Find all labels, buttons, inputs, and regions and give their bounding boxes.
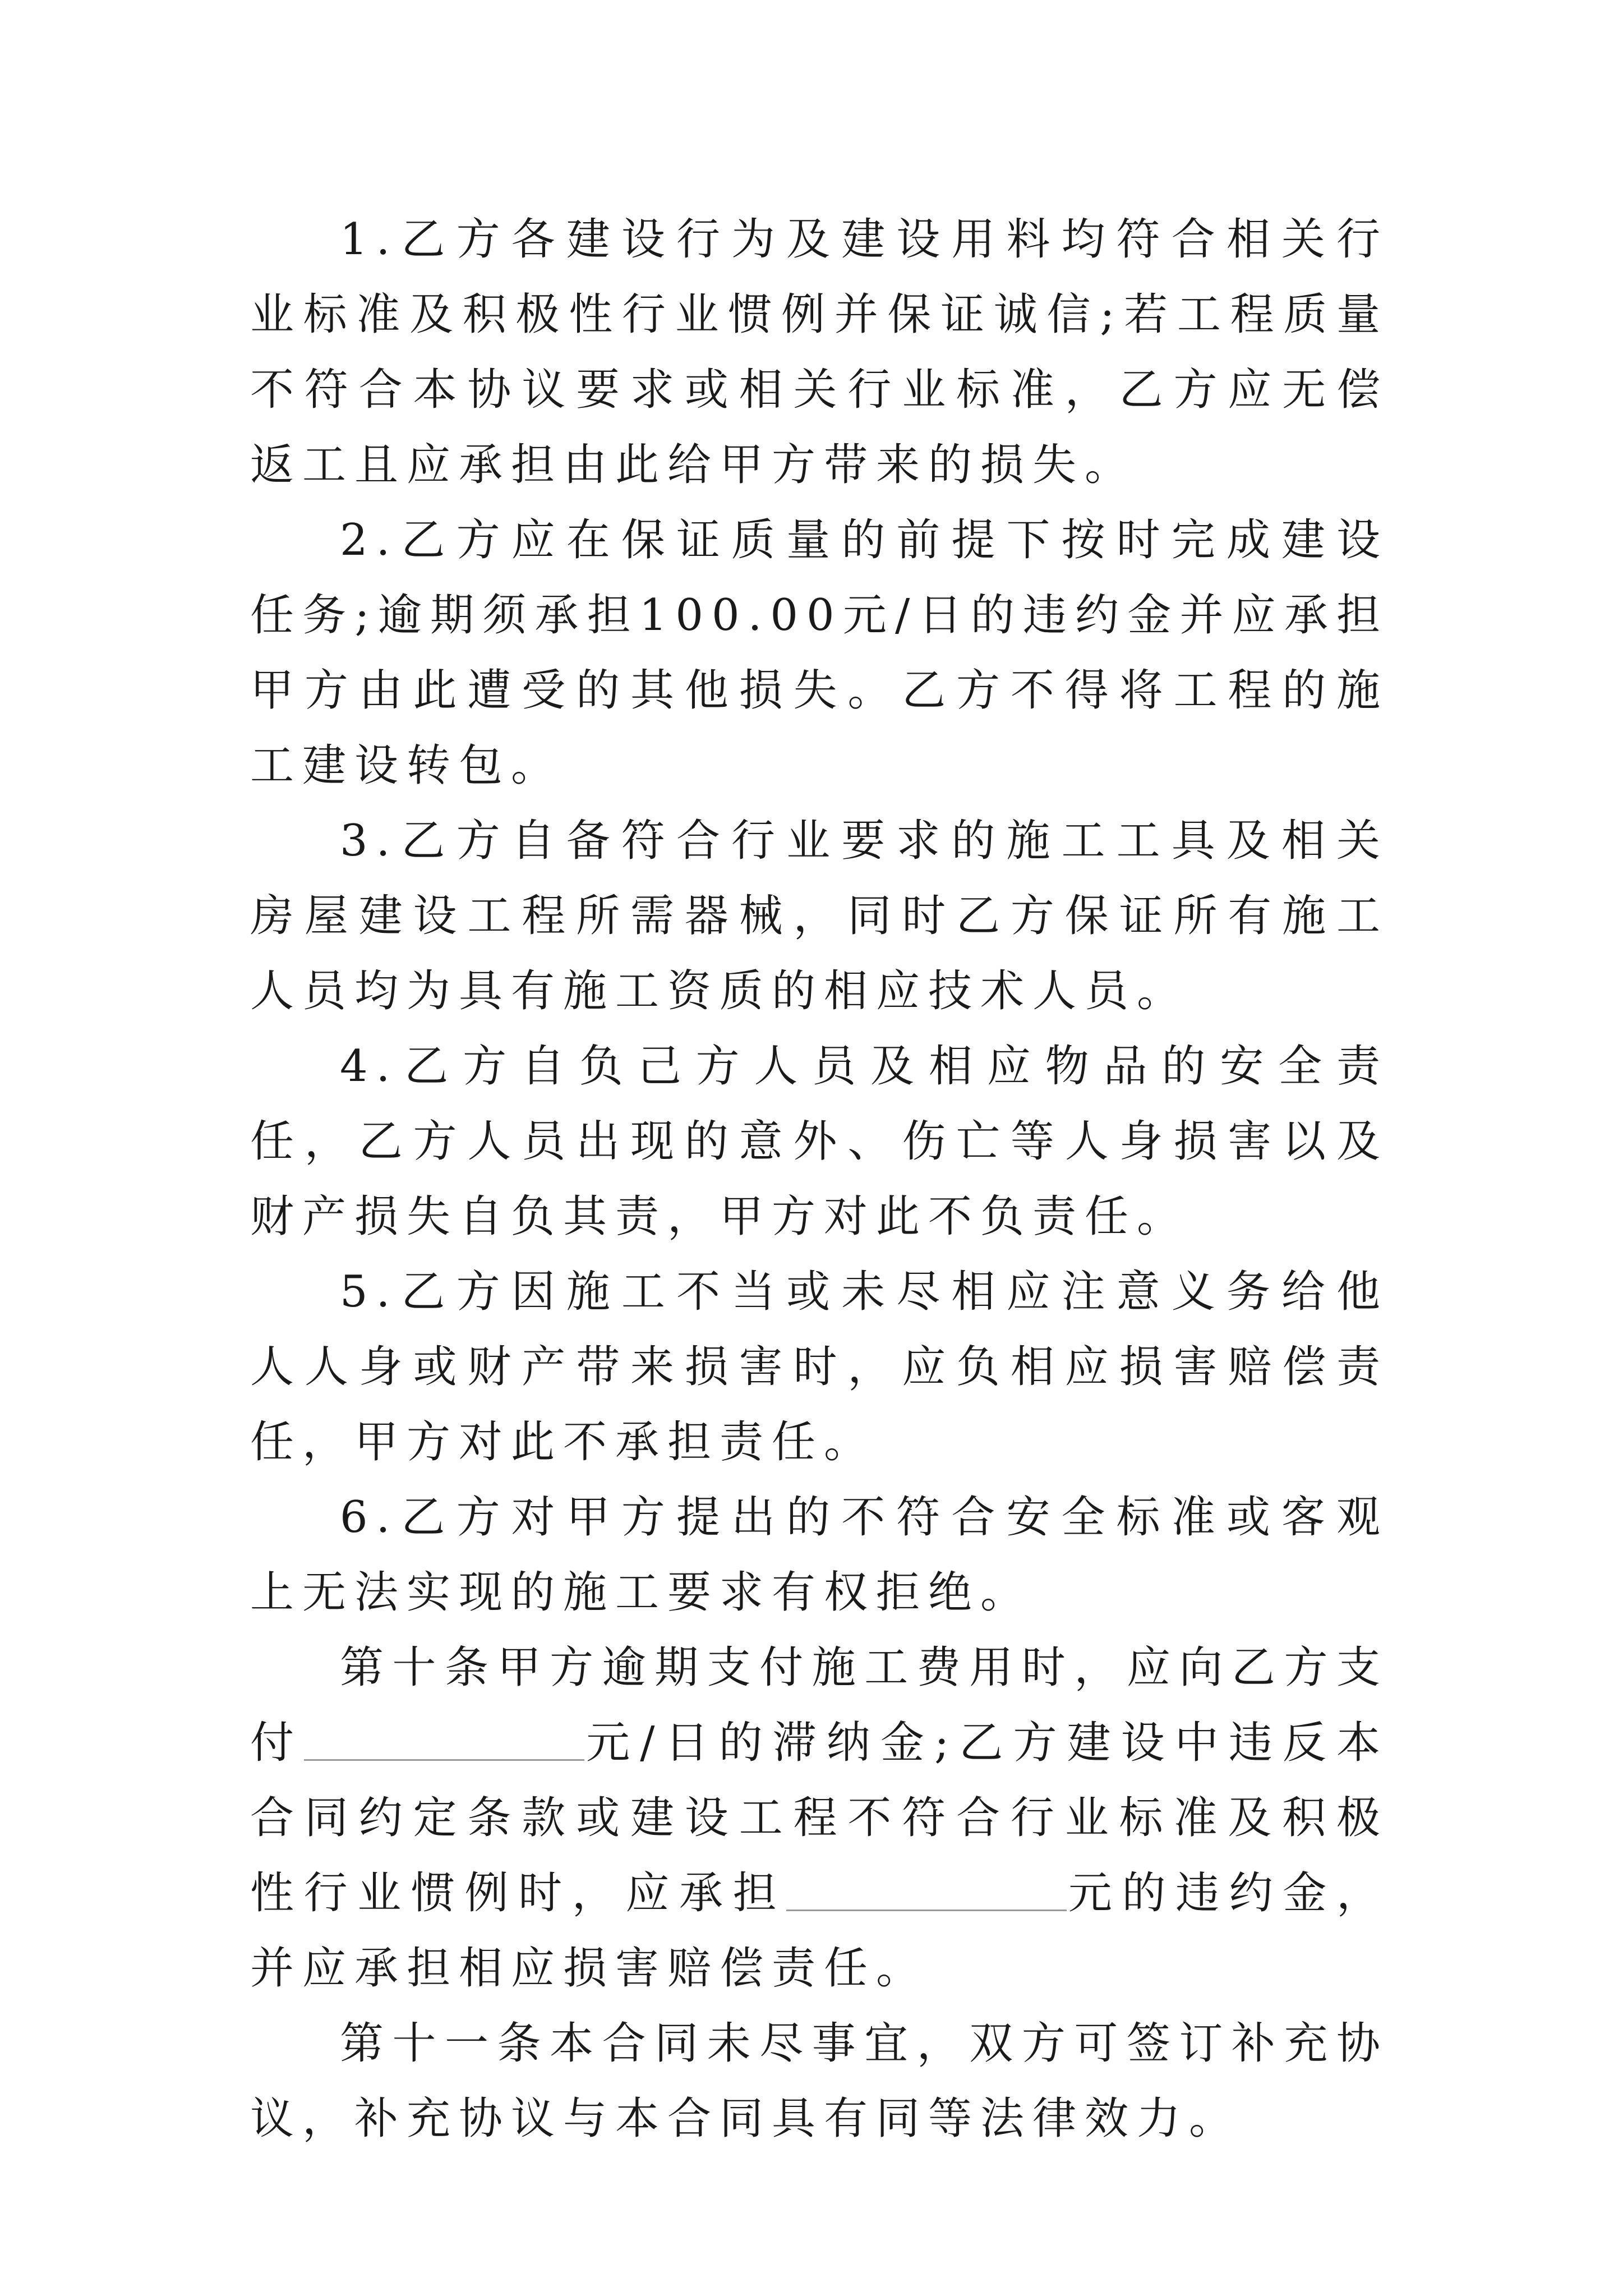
clause-5: 5.乙方因施工不当或未尽相应注意义务给他人人身或财产带来损害时，应负相应损害赔偿责任，甲方对此不承担责任。 — [250, 1267, 1389, 1467]
clause-3: 3.乙方自备符合行业要求的施工工具及相关房屋建设工程所需器械，同时乙方保证所有施工人员均为具有施工资质的相应技术人员。 — [250, 816, 1389, 1016]
clause-1: 1.乙方各建设行为及建设用料均符合相关行业标准及积极性行业惯例并保证诚信;若工程质量不符合本协议要求或相关行业标准，乙方应无偿返工且应承担由此给甲方带来的损失。 — [250, 214, 1389, 490]
clause-6: 6.乙方对甲方提出的不符合安全标准或客观上无法实现的施工要求有权拒绝。 — [250, 1492, 1389, 1618]
late-fee-blank-field[interactable] — [304, 1726, 584, 1761]
article-10-part-3: 元的违约金，并应承担相应损害赔偿责任。 — [250, 1868, 1389, 1994]
penalty-blank-field[interactable] — [786, 1876, 1067, 1911]
article-10-part-2: 元/日的滞纳金;乙方建设中违反本合同约定条款或建设工程不符合行业标准及积极性行业惯例时，应承担 — [250, 1718, 1389, 1918]
article-11: 第十一条本合同未尽事宜，双方可签订补充协议，补充协议与本合同具有同等法律效力。 — [250, 2018, 1389, 2144]
document-body — [250, 202, 1389, 2156]
article-10-part-1: 第十条甲方逾期支付施工费用时，应向乙方支付 — [250, 1642, 1389, 1768]
clause-4: 4.乙方自负己方人员及相应物品的安全责任，乙方人员出现的意外、伤亡等人身损害以及财产损失自负其责，甲方对此不负责任。 — [250, 1041, 1389, 1242]
clause-2: 2.乙方应在保证质量的前提下按时完成建设任务;逾期须承担100.00元/日的违约金并应承担甲方由此遭受的其他损失。乙方不得将工程的施工建设转包。 — [250, 515, 1389, 791]
article-10 — [250, 1630, 1389, 2006]
